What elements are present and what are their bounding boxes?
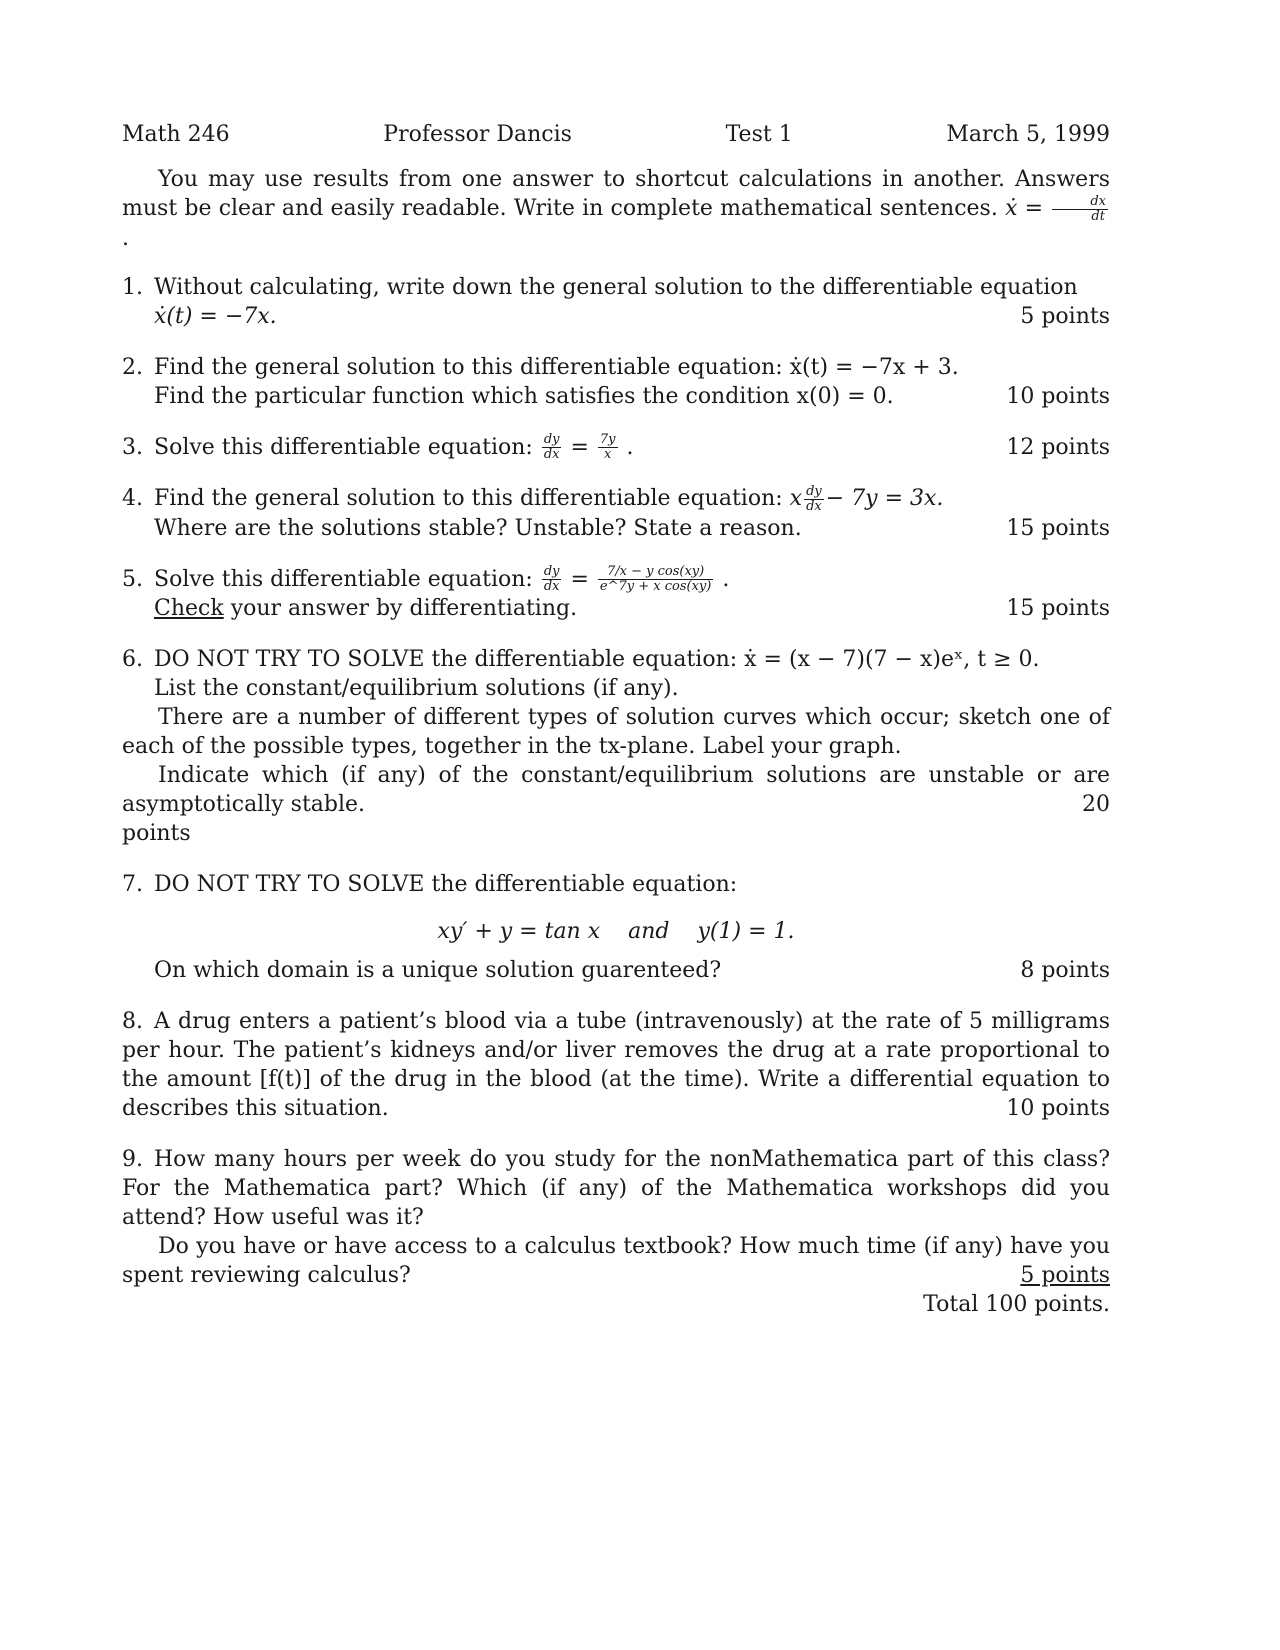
xdot-definition: ẋ = [1005, 196, 1044, 221]
dy-dx-fraction [542, 565, 562, 594]
question-points-word: points [122, 821, 191, 846]
question-4 [122, 484, 1110, 543]
question-7 [122, 870, 1110, 985]
question-text: DO NOT TRY TO SOLVE the differentiable equation: [154, 872, 738, 897]
equation: xy′ + y = tan x [437, 919, 601, 944]
frac-numerator: dy [806, 483, 822, 499]
question-paragraph-2: Do you have or have access to a calculus textbook? How much time (if any) have you spent reviewing calculus? [122, 1234, 1110, 1288]
course-name: Math 246 [122, 122, 230, 147]
frac-numerator: dy [543, 432, 560, 447]
question-text-2: On which domain is a unique solution guarenteed? [154, 958, 722, 983]
question-points: 12 points [1006, 434, 1110, 460]
question-text: DO NOT TRY TO SOLVE the differentiable equation: ẋ = (x − 7)(7 − x)eˣ, t ≥ 0. [154, 647, 1040, 672]
question-equation: ẋ(t) = −7x. [154, 303, 277, 329]
question-3: 3. Solve this differentiable equation: $\frac{dy}{dx}$ = $\frac{7y}{x}$ . 12 points [122, 432, 1110, 462]
question-number: 8. [122, 1009, 143, 1034]
question-9 [122, 1145, 1110, 1319]
professor-name: Professor Dancis [383, 122, 572, 147]
frac-denominator: dx [806, 498, 822, 514]
display-equation [122, 917, 1110, 946]
frac-denominator: dt [1091, 208, 1105, 224]
question-text-2: List the constant/equilibrium solutions (if any). [154, 676, 679, 701]
question-number: 2. [122, 354, 143, 380]
question-number: 3. [122, 434, 143, 460]
test-name: Test 1 [725, 122, 793, 147]
frac-numerator: 7/x − y cos(xy) [598, 565, 713, 580]
frac-denominator: x [604, 447, 612, 462]
question-text-2: your answer by differentiating. [230, 596, 578, 621]
frac-numerator: 7y [599, 432, 616, 447]
question-number: 9. [122, 1147, 143, 1172]
question-text: A drug enters a patient’s blood via a tube (intravenously) at the rate of 5 milligrams per hour. The patient’s kidneys and/or liver removes the drug at a rate proportional to the amount [f(t)] of the drug in the blood (at the time). Write a differential equation to describes this situation. [122, 1009, 1110, 1121]
equation-suffix: − 7y = 3x. [825, 486, 944, 511]
question-number: 6. [122, 647, 143, 672]
check-word: Check [154, 596, 224, 621]
question-number: 7. [122, 872, 143, 897]
instructions: You may use results from one answer to shortcut calculations in another. Answers must be clear and easily readable. Write in complete mathematical sentences. ẋ = $\frac{dx}{dt}$ . [122, 167, 1110, 251]
question-points: 15 points [1006, 596, 1110, 621]
exam-page [122, 120, 1110, 1341]
question-number: 1. [122, 274, 143, 300]
question-points-number: 20 [1082, 792, 1110, 817]
frac-denominator: dx [543, 579, 560, 594]
question-text: Solve this differentiable equation: [154, 566, 533, 592]
rhs-fraction [598, 433, 618, 462]
question-2 [122, 353, 1110, 411]
question-number: 4. [122, 486, 143, 511]
question-points: 8 points [1020, 958, 1110, 983]
equation-prefix: x [789, 486, 803, 511]
question-points: 5 points [1020, 1263, 1110, 1288]
instructions-text: You may use results from one answer to shortcut calculations in another. Answers must be clear and easily readable. Write in complete mathematical sentences. [122, 167, 1110, 221]
dy-dx-fraction [804, 485, 824, 514]
question-points: 15 points [1006, 515, 1110, 541]
frac-denominator: dx [543, 447, 560, 462]
question-text: Solve this differentiable equation: [154, 434, 533, 460]
question-text: Find the general solution to this differentiable equation: [154, 486, 783, 511]
question-paragraph-1: There are a number of different types of solution curves which occur; sketch one of each of the possible types, together in the tx-plane. Label your graph. [122, 705, 1110, 759]
question-6 [122, 645, 1110, 848]
question-1 [122, 273, 1110, 331]
question-text: Find the general solution to this differentiable equation: ẋ(t) = −7x + 3. [154, 354, 959, 380]
exam-header [122, 120, 1110, 149]
frac-denominator: e^7y + x cos(xy) [599, 579, 712, 594]
question-text-2: Find the particular function which satisfies the condition x(0) = 0. [154, 383, 894, 409]
dx-dt-fraction [1052, 195, 1108, 224]
question-paragraph-1: How many hours per week do you study for the nonMathematica part of this class? For the Mathematica part? Which (if any) of the Mathematica workshops did you attend? How useful was it? [122, 1147, 1110, 1230]
frac-numerator: dx [1052, 195, 1108, 210]
question-number: 5. [122, 566, 143, 592]
rhs-fraction [598, 565, 713, 594]
question-text-2: Where are the solutions stable? Unstable? State a reason. [154, 515, 802, 541]
initial-condition: y(1) = 1. [697, 919, 795, 944]
question-text: Without calculating, write down the general solution to the differentiable equation [154, 274, 1078, 300]
question-8 [122, 1007, 1110, 1123]
question-paragraph-2 [122, 761, 1110, 819]
dy-dx-fraction [542, 433, 562, 462]
frac-numerator: dy [543, 564, 560, 579]
and-word: and [628, 919, 670, 944]
question-points: 5 points [1020, 303, 1110, 329]
question-5: 5. Solve this differentiable equation: $\frac{dy}{dx}$ = $\frac{\text{7/x − y cos(xy)}}{\text{e\textasciicircum{}7y + x cos(xy)}}$ . Check your answer by differentiating. 15 points [122, 564, 1110, 621]
paragraph-text: Indicate which (if any) of the constant/equilibrium solutions are unstable or are asymptotically stable. [122, 763, 1110, 817]
total-points: Total 100 points. [923, 1292, 1110, 1317]
question-points: 10 points [1006, 383, 1110, 409]
exam-date: March 5, 1999 [946, 122, 1110, 147]
question-points: 10 points [1006, 1096, 1110, 1121]
